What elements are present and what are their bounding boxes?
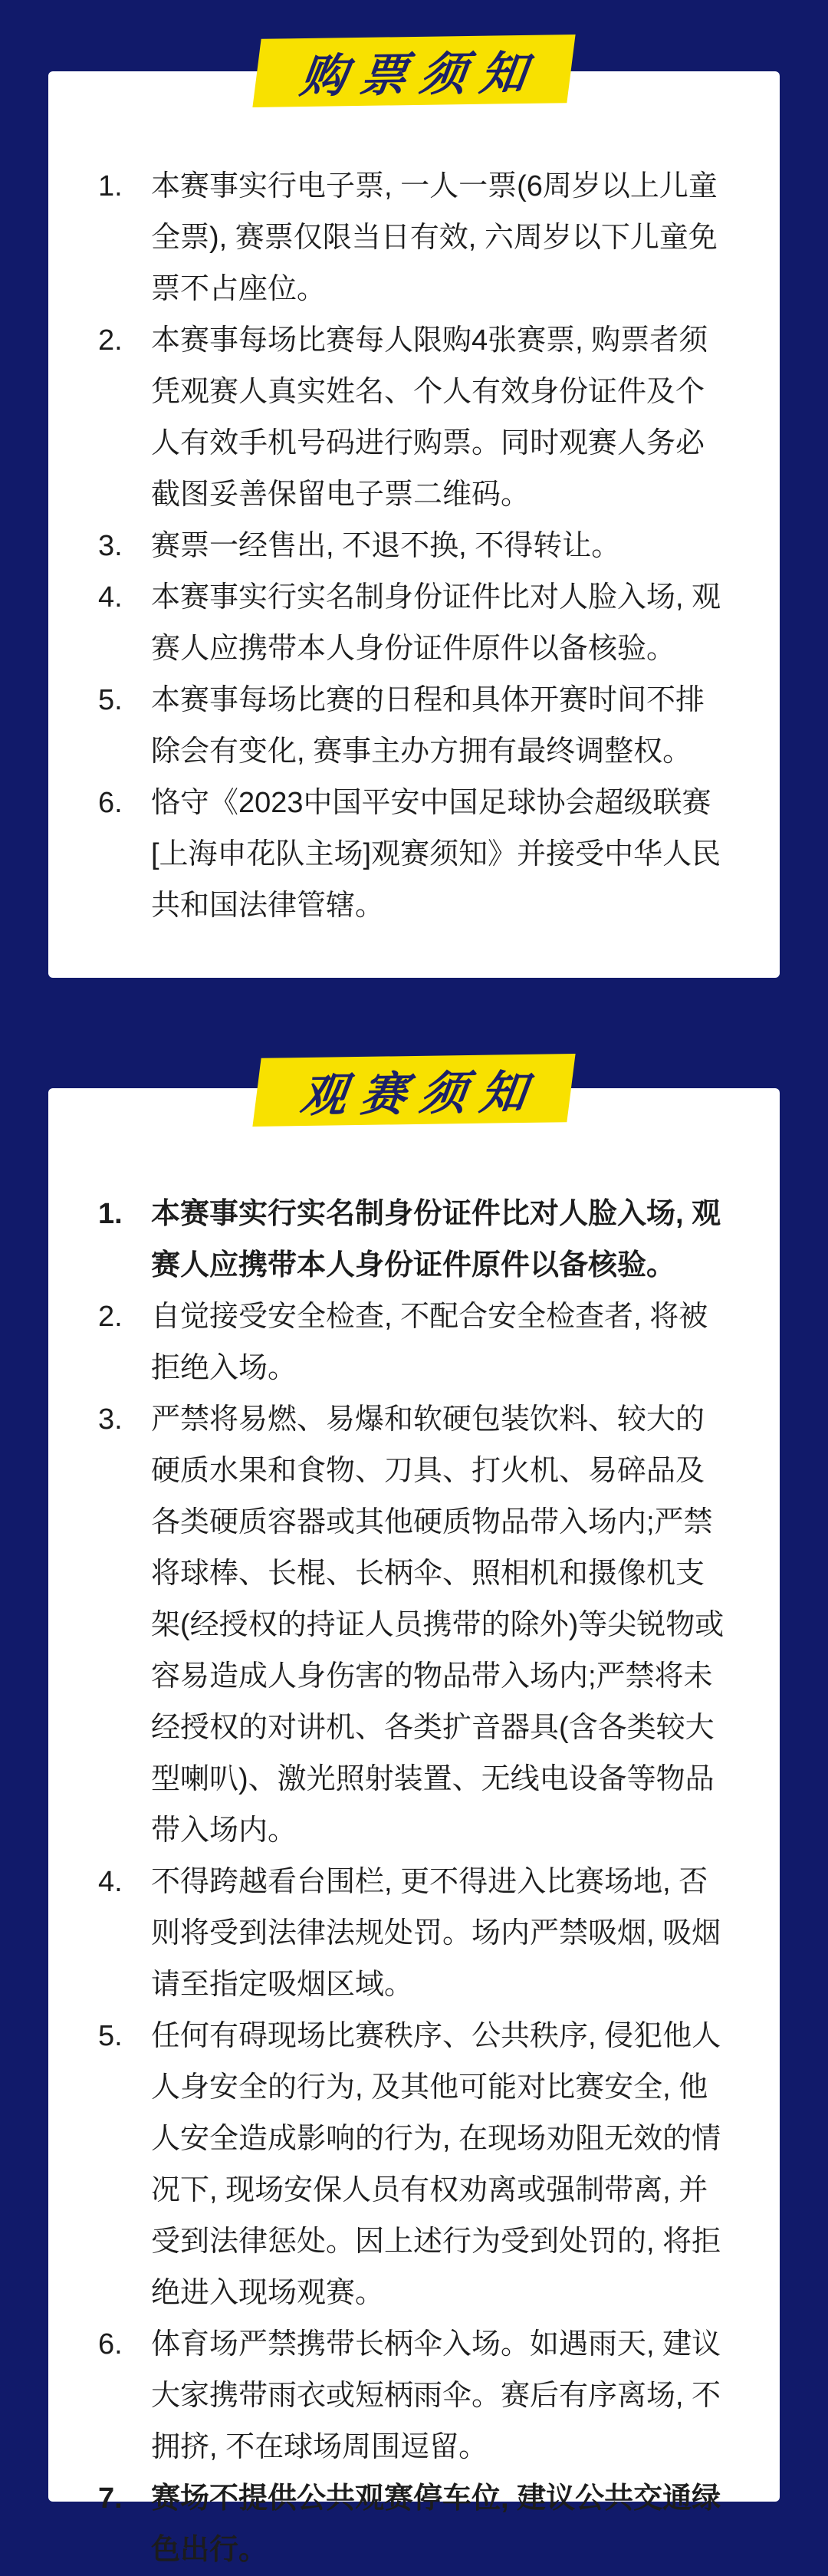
item-number: 4. bbox=[98, 581, 123, 614]
notice-item bbox=[98, 1291, 732, 1394]
item-text: 本赛事实行电子票, 一人一票(6周岁以上儿童全票), 赛票仅限当日有效, 六周岁以下儿童免票不占座位。 bbox=[151, 170, 718, 305]
ticket-notice-banner bbox=[252, 35, 575, 107]
notice-item bbox=[98, 572, 732, 675]
ticket-notice-title: 购票须知 bbox=[297, 47, 544, 102]
notice-item bbox=[98, 1394, 732, 1857]
item-text: 赛场不提供公共观赛停车位, 建议公共交通绿色出行。 bbox=[151, 2482, 721, 2566]
notice-item bbox=[98, 2473, 732, 2576]
notice-item bbox=[98, 521, 732, 572]
item-text: 体育场严禁携带长柄伞入场。如遇雨天, 建议大家携带雨衣或短柄雨伞。赛后有序离场, 不拥挤, 不在球场周围逗留。 bbox=[151, 2328, 721, 2463]
item-text: 本赛事每场比赛的日程和具体开赛时间不排除会有变化, 赛事主办方拥有最终调整权。 bbox=[151, 684, 705, 768]
item-text: 本赛事每场比赛每人限购4张赛票, 购票者须凭观赛人真实姓名、个人有效身份证件及个人有效手机号码进行购票。同时观赛人务必截图妥善保留电子票二维码。 bbox=[151, 324, 708, 511]
ticket-notice-list bbox=[98, 161, 732, 932]
item-number: 6. bbox=[98, 2328, 123, 2361]
item-text: 本赛事实行实名制身份证件比对人脸入场, 观赛人应携带本人身份证件原件以备核验。 bbox=[151, 1198, 721, 1281]
item-number: 6. bbox=[98, 787, 123, 819]
item-number: 2. bbox=[98, 324, 123, 357]
viewing-notice-card bbox=[48, 1088, 780, 2566]
item-text: 任何有碍现场比赛秩序、公共秩序, 侵犯他人人身安全的行为, 及其他可能对比赛安全, 他人安全造成影响的行为, 在现场劝阻无效的情况下, 现场安保人员有权劝离或强制带离, 并受到法律惩处。因上述行为受到处罚的, 将拒绝进入现场观赛。 bbox=[151, 2020, 721, 2309]
item-number: 5. bbox=[98, 684, 123, 716]
item-text: 恪守《2023中国平安中国足球协会超级联赛[上海申花队主场]观赛须知》并接受中华人民共和国法律管辖。 bbox=[151, 787, 721, 922]
item-number: 7. bbox=[98, 2482, 123, 2515]
item-number: 2. bbox=[98, 1301, 123, 1333]
item-number: 3. bbox=[98, 530, 123, 562]
notice-item bbox=[98, 2011, 732, 2319]
item-text: 不得跨越看台围栏, 更不得进入比赛场地, 否则将受到法律法规处罚。场内严禁吸烟, 吸烟请至指定吸烟区域。 bbox=[151, 1866, 721, 2001]
ticket-notice-card bbox=[48, 71, 780, 978]
viewing-notice-title: 观赛须知 bbox=[297, 1066, 544, 1121]
viewing-notice-list bbox=[98, 1189, 732, 2576]
item-number: 1. bbox=[98, 1198, 123, 1230]
notice-item bbox=[98, 315, 732, 521]
notice-item bbox=[98, 778, 732, 932]
notice-item bbox=[98, 161, 732, 315]
notice-item bbox=[98, 2319, 732, 2473]
item-number: 5. bbox=[98, 2020, 123, 2052]
item-text: 自觉接受安全检查, 不配合安全检查者, 将被拒绝入场。 bbox=[151, 1301, 708, 1384]
item-text: 赛票一经售出, 不退不换, 不得转让。 bbox=[151, 530, 621, 562]
notice-item bbox=[98, 1857, 732, 2011]
viewing-notice-banner bbox=[252, 1054, 575, 1127]
item-text: 本赛事实行实名制身份证件比对人脸入场, 观赛人应携带本人身份证件原件以备核验。 bbox=[151, 581, 721, 665]
item-text: 严禁将易燃、易爆和软硬包装饮料、较大的硬质水果和食物、刀具、打火机、易碎品及各类硬质容器或其他硬质物品带入场内;严禁将球棒、长棍、长柄伞、照相机和摄像机支架(经授权的持证人员携带的除外)等尖锐物或容易造成人身伤害的物品带入场内;严禁将未经授权的对讲机、各类扩音器具(含各类较大型喇叭)、激光照射装置、无线电设备等物品带入场内。 bbox=[151, 1403, 724, 1847]
notice-item bbox=[98, 675, 732, 778]
item-number: 1. bbox=[98, 170, 123, 202]
notice-item bbox=[98, 1189, 732, 1291]
item-number: 4. bbox=[98, 1866, 123, 1898]
item-number: 3. bbox=[98, 1403, 123, 1436]
